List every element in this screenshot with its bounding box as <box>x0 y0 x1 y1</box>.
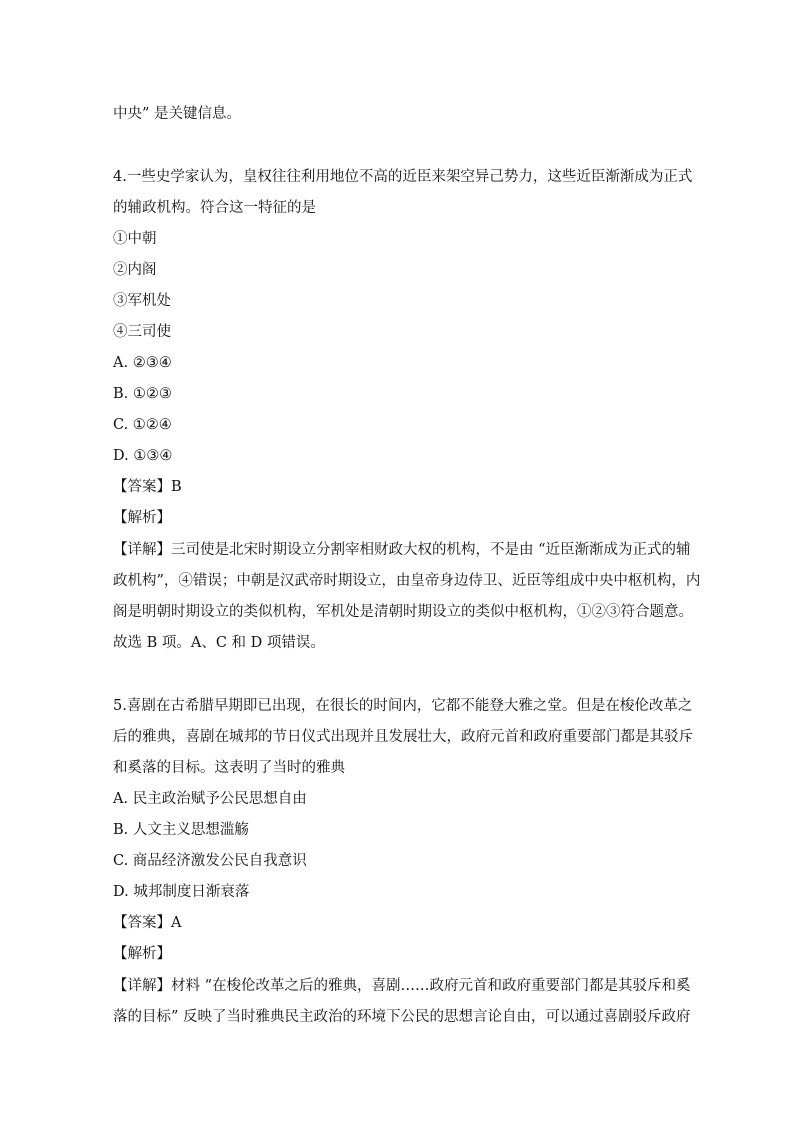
q5-option-d: D. 城邦制度日渐衰落 <box>113 884 250 900</box>
q4-item-4: ④三司使 <box>113 324 171 340</box>
q4-item-3: ③军机处 <box>113 293 171 309</box>
q5-stem-line-3: 和奚落的目标。这表明了当时的雅典 <box>113 760 345 776</box>
q5-option-b: B. 人文主义思想滥觞 <box>113 822 249 838</box>
continuation-text: 中央” 是关键信息。 <box>113 106 242 122</box>
q5-detail-line-1: 【详解】材料 “在梭伦改革之后的雅典，喜剧……政府元首和政府重要部门都是其驳斥和奚 <box>113 978 691 994</box>
q4-option-b: B. ①②③ <box>113 386 172 402</box>
q4-detail-line-4: 故选 B 项。A、C 和 D 项错误。 <box>113 635 325 651</box>
q5-detail-line-2: 落的目标” 反映了当时雅典民主政治的环境下公民的思想言论自由，可以通过喜剧驳斥政府 <box>113 1009 691 1025</box>
q5-analysis-label: 【解析】 <box>113 946 171 962</box>
q4-detail-line-2: 政机构”，④错误；中朝是汉武帝时期设立，由皇帝身边侍卫、近臣等组成中央中枢机构，内 <box>113 573 701 589</box>
q4-option-c: C. ①②④ <box>113 417 172 433</box>
q4-detail-line-1: 【详解】三司使是北宋时期设立分割宰相财政大权的机构，不是由 “近臣渐渐成为正式的辅 <box>113 542 691 558</box>
q4-answer: 【答案】B <box>113 479 182 495</box>
q4-option-d: D. ①③④ <box>113 448 173 464</box>
q4-item-2: ②内阁 <box>113 262 157 278</box>
q5-option-a: A. 民主政治赋予公民思想自由 <box>113 791 307 807</box>
q4-detail-line-3: 阁是明朝时期设立的类似机构，军机处是清朝时期设立的类似中枢机构，①②③符合题意。 <box>113 604 693 620</box>
q4-analysis-label: 【解析】 <box>113 510 171 526</box>
q5-stem-line-1: 5.喜剧在古希腊早期即已出现，在很长的时间内，它都不能登大雅之堂。但是在梭伦改革之 <box>113 698 693 714</box>
q5-option-c: C. 商品经济激发公民自我意识 <box>113 853 307 869</box>
q4-stem-line-1: 4.一些史学家认为，皇权往往利用地位不高的近臣来架空异己势力，这些近臣渐渐成为正式 <box>113 169 693 185</box>
q4-stem-line-2: 的辅政机构。符合这一特征的是 <box>113 200 316 216</box>
q4-option-a: A. ②③④ <box>113 355 172 371</box>
q4-item-1: ①中朝 <box>113 231 157 247</box>
q5-answer: 【答案】A <box>113 915 182 931</box>
q5-stem-line-2: 后的雅典，喜剧在城邦的节日仪式出现并且发展壮大，政府元首和政府重要部门都是其驳斥 <box>113 729 693 745</box>
